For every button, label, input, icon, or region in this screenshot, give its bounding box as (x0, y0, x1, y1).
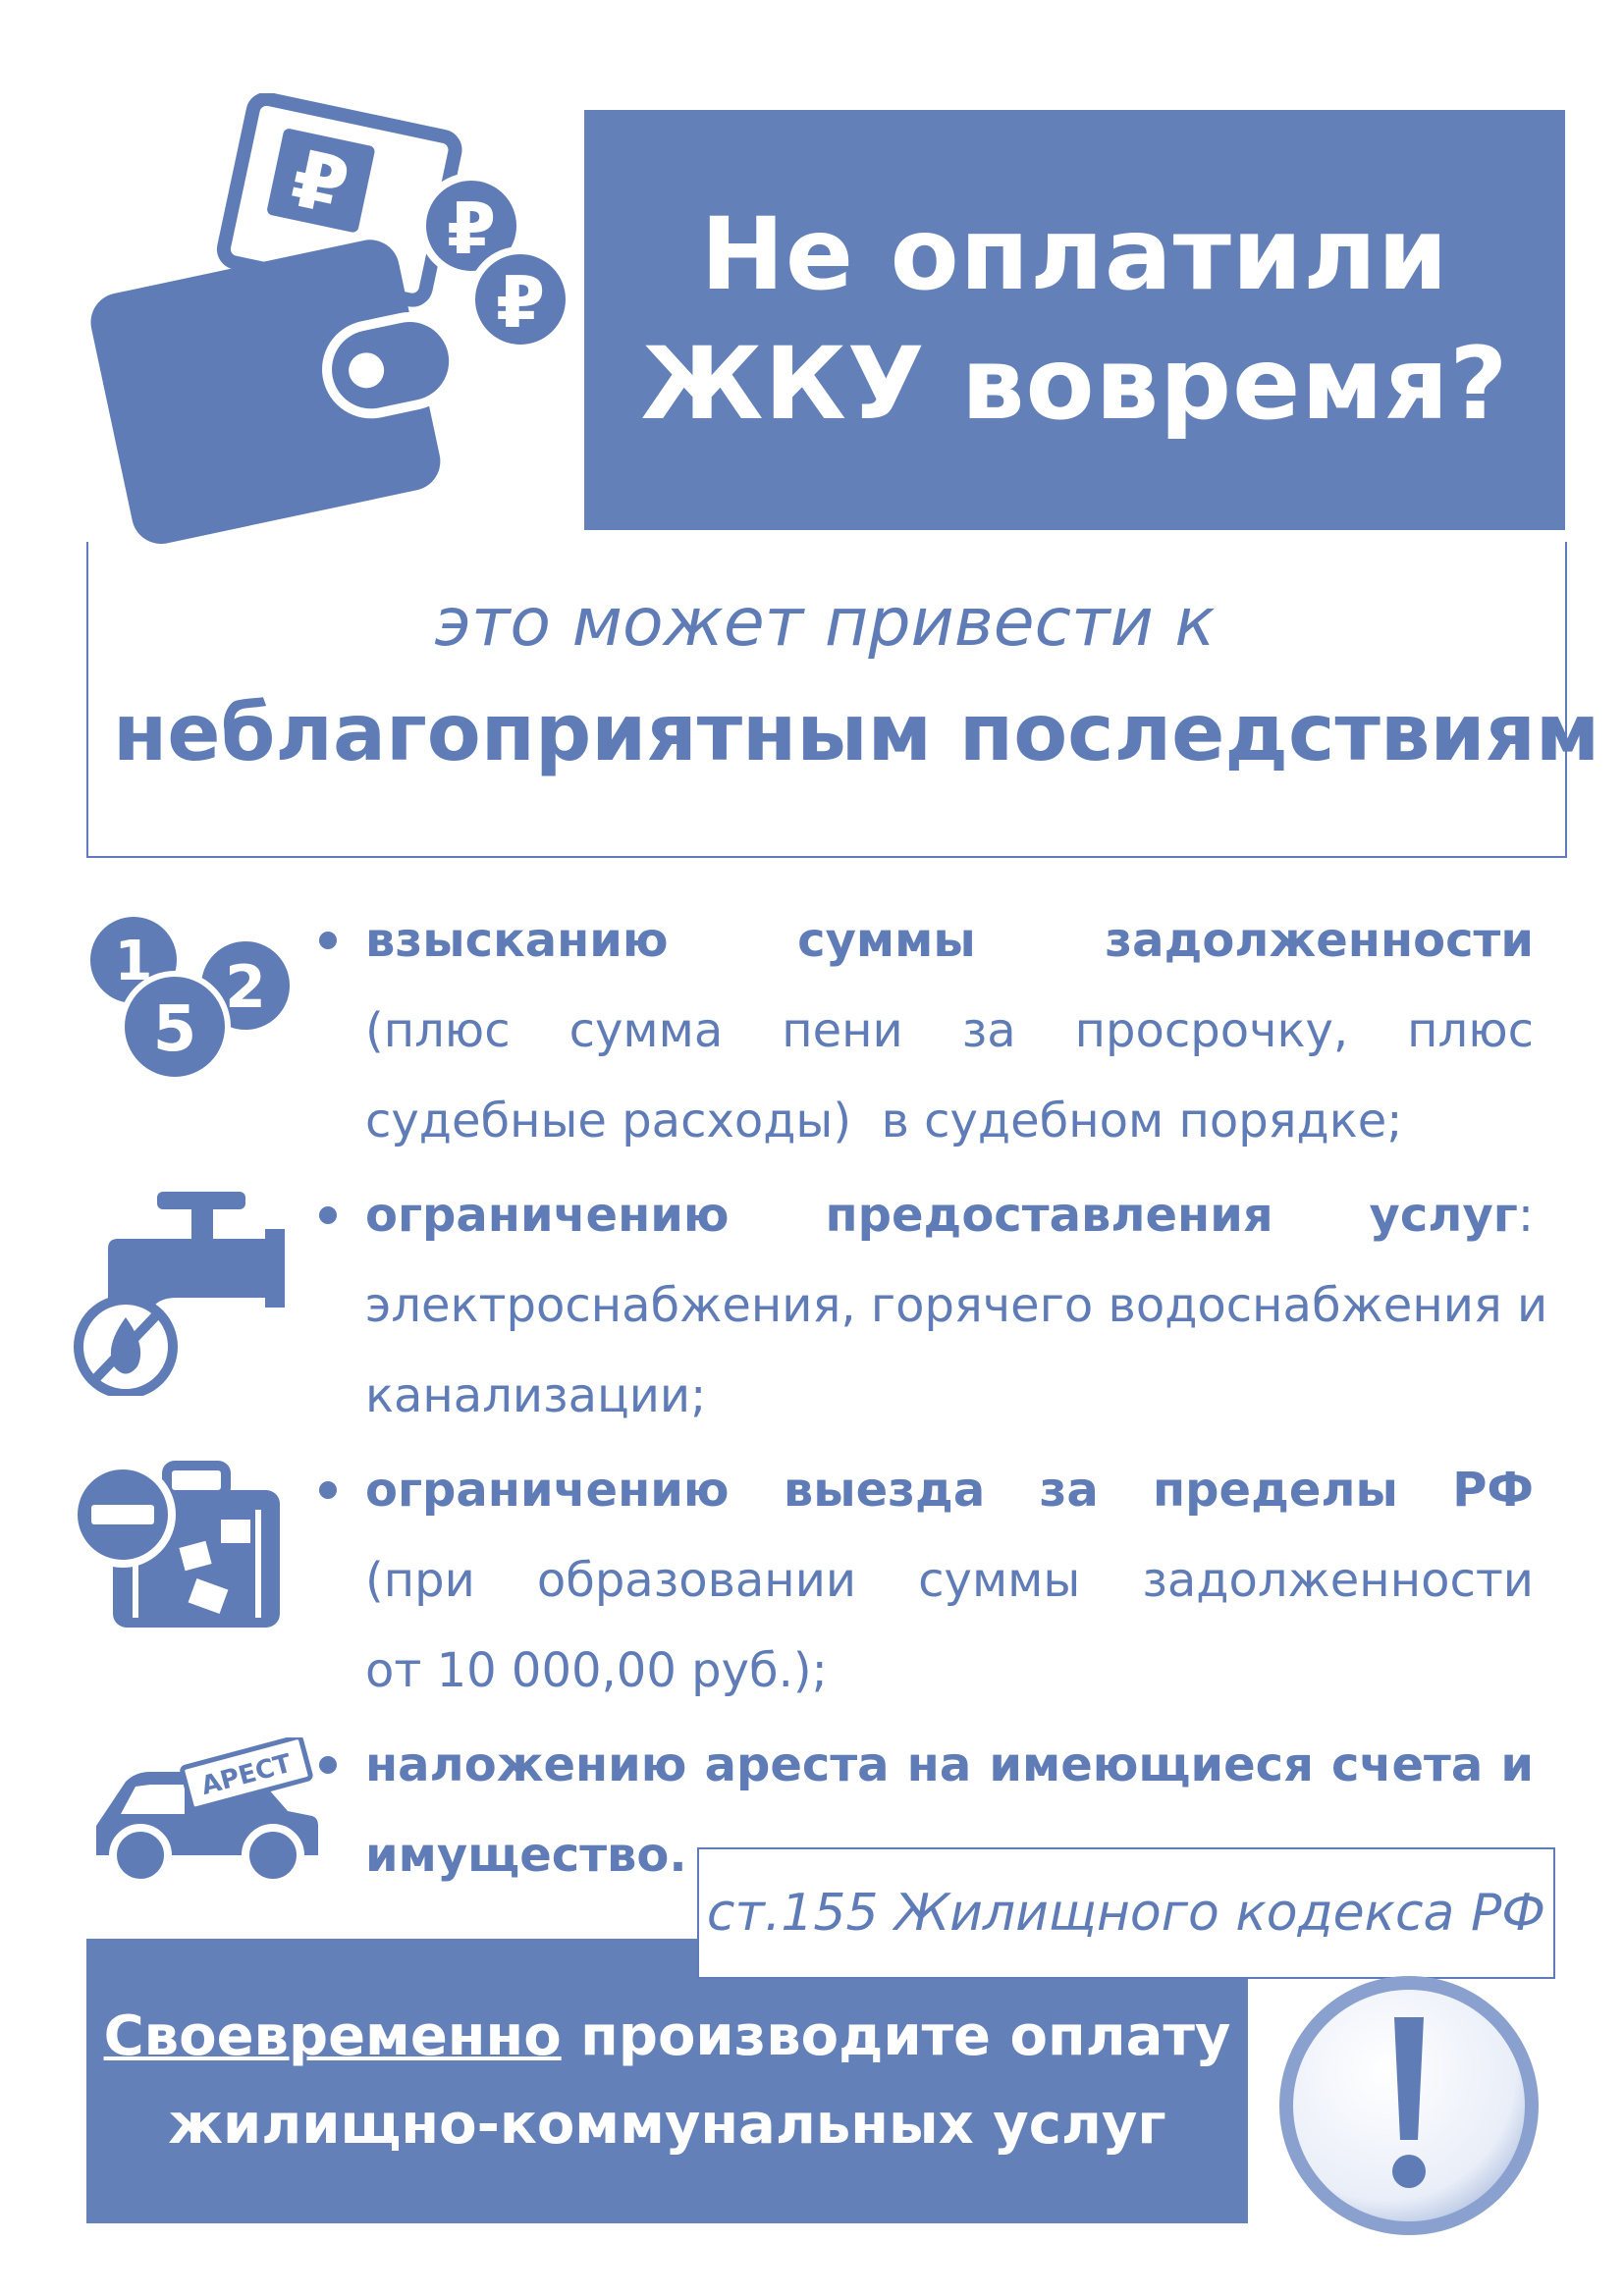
item1-word: взысканию (365, 913, 669, 968)
title-line-1: Не оплатили (700, 196, 1449, 313)
item1-line3: судебные расходы) в судебном порядке; (365, 1094, 1403, 1148)
bullet-2 (319, 1206, 337, 1224)
footer-line-2: жилищно-коммунальных услуг (168, 2093, 1166, 2157)
item4-word: наложению (365, 1737, 687, 1792)
item1-line2-word: пени (782, 1003, 903, 1058)
citation-box: ст.155 Жилищного кодекса РФ (697, 1847, 1555, 1979)
item3-line2-word: (при (365, 1553, 475, 1608)
item4-word: на (906, 1737, 972, 1792)
item1-line2-word: за (961, 1003, 1016, 1058)
footer-line-1 (104, 1993, 1231, 2081)
item2-line3: канализации; (365, 1368, 707, 1423)
item3-line2-word: задолженности (1142, 1553, 1534, 1608)
item3-word: ограничению (365, 1463, 730, 1518)
item1-line2-word: (плюс (365, 1003, 511, 1058)
item4-word: имеющиеся (989, 1737, 1314, 1792)
item2-line2: электроснабжения, горячего водоснабжения и (365, 1278, 1548, 1333)
coin-number-1: 1 (114, 930, 153, 993)
item1-line2-word: плюс (1407, 1003, 1534, 1058)
coin-ruble-glyph: ₽ (446, 187, 497, 270)
item3-word: за (1039, 1463, 1099, 1518)
item4-word: и (1500, 1737, 1534, 1792)
item3-word: выезда (783, 1463, 986, 1518)
item1-line2-word: просрочку, (1074, 1003, 1349, 1058)
coin-ruble-glyph-2: ₽ (495, 261, 546, 344)
coin-number-2: 2 (225, 953, 266, 1022)
subtitle-line-1: это может привести к (434, 584, 1216, 662)
card-ruble-glyph: ₽ (283, 132, 356, 234)
item3-line3: от 10 000,00 руб.); (365, 1643, 828, 1698)
item3-word: РФ (1452, 1463, 1534, 1518)
list-item-3 (365, 1445, 1534, 1716)
coin-number-5: 5 (152, 993, 197, 1066)
item4-word: счета (1331, 1737, 1484, 1792)
arrest-stamp-text: АРЕСТ (197, 1748, 296, 1801)
item4-line2: имущество. (365, 1828, 687, 1883)
item4-word: ареста (704, 1737, 890, 1792)
title-banner (584, 110, 1565, 530)
suitcase-restricted-icon (74, 1451, 290, 1637)
item2-word: услуг (1369, 1188, 1518, 1243)
wallet-rubles-icon (88, 93, 579, 545)
item3-line2-word: суммы (918, 1553, 1081, 1608)
bullet-1 (319, 932, 337, 949)
bullet-4 (319, 1756, 337, 1774)
item3-word: пределы (1153, 1463, 1398, 1518)
bullet-3 (319, 1481, 337, 1499)
footer-line-1-rest: производите оплату (561, 2004, 1231, 2068)
item2-colon: : (1517, 1188, 1534, 1243)
list-item-2 (365, 1170, 1548, 1441)
item3-line2-word: образовании (536, 1553, 857, 1608)
item2-word: предоставления (825, 1188, 1273, 1243)
title-line-2: ЖКУ вовремя? (640, 326, 1509, 443)
exclamation-icon (1267, 1963, 1551, 2248)
water-tap-icon (69, 1190, 285, 1396)
footer-underlined-word: Своевременно (103, 2004, 562, 2068)
item1-word: задолженности (1105, 913, 1534, 968)
coins-numbers-icon (86, 911, 302, 1097)
list-item-1 (365, 895, 1534, 1166)
subtitle-line-2: неблагоприятным последствиям (113, 687, 1600, 778)
item2-word: ограничению (365, 1188, 730, 1243)
car-arrest-icon (86, 1737, 322, 1895)
item1-word: суммы (797, 913, 976, 968)
footer-banner (86, 1939, 1248, 2223)
item1-line2-word: сумма (568, 1003, 724, 1058)
